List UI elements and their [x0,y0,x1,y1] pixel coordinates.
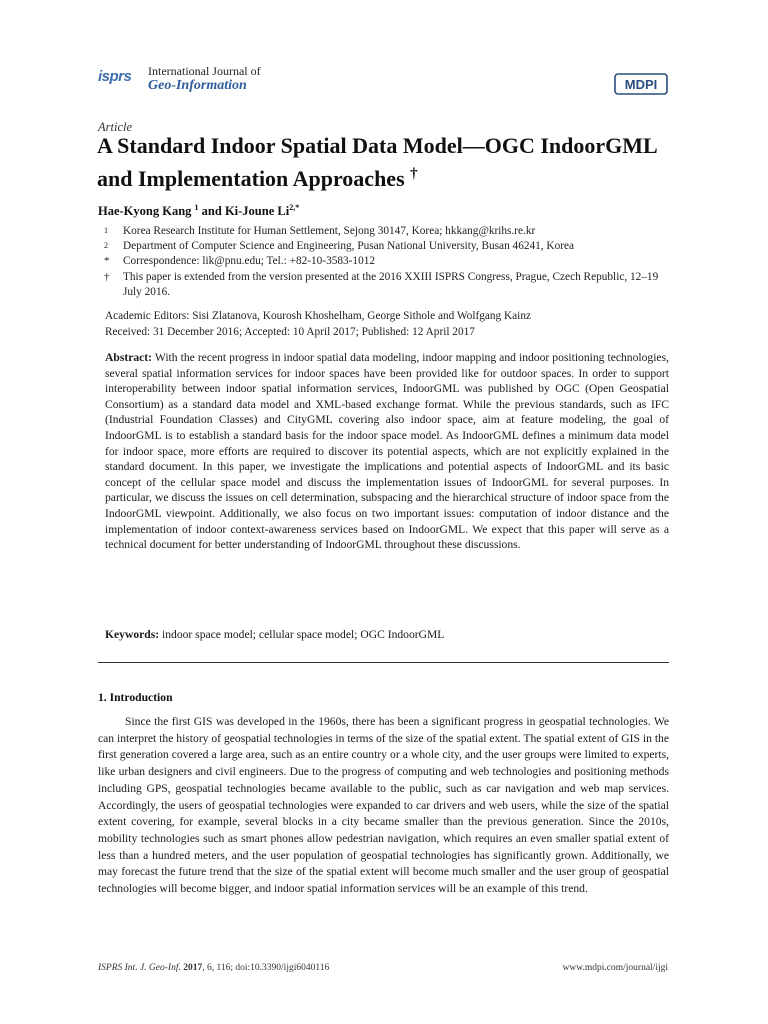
affiliation-mark: † [104,270,110,283]
affiliation-mark: * [104,255,110,268]
affiliation-item [104,254,664,269]
footer-journal-abbrev: ISPRS Int. J. Geo-Inf. [98,963,181,973]
article-title-text: A Standard Indoor Spatial Data Model—OGC IndoorGML and Implementation Approaches [97,133,657,191]
keywords-text: indoor space model; cellular space model; OGC IndoorGML [162,628,445,641]
academic-editors: Academic Editors: Sisi Zlatanova, Kourosh Khoshelham, George Sithole and Wolfgang Kainz [105,310,531,322]
author-list [98,203,299,219]
section-heading: 1. Introduction [98,691,173,704]
affiliation-item [104,239,664,254]
affiliation-text: Korea Research Institute for Human Settlement, Sejong 30147, Korea; hkkang@krihs.re.kr [123,225,536,237]
article-type: Article [98,120,133,134]
affiliation-mark: 1 [104,226,108,235]
author-affiliation-mark: 1 [194,203,199,212]
author-name: Ki-Joune Li [224,204,290,218]
affiliation-mark: 2 [104,241,108,251]
author-joiner: and [201,204,222,218]
conference-note-text: This paper is extended from the version presented at the 2016 XXIII ISPRS Congress, Prague, Czech Republic, 12–19 July 2016. [123,270,659,298]
introduction-paragraph: Since the first GIS was developed in the 1960s, there has been a significant progress in geospatial technologies. We can interpret the history of geospatial technologies in terms of the size of the spatial extent. The spatial extent of GIS in the first generation covered a large area, such as an entire country or a whole city, and the user groups were limited to experts, like urban designers and civil engineers. Due to the progress of computing and web technologies and positioning methods including GPS, geospatial technologies became available to the public, such as car navigation and web map services. Accordingly, the users of geospatial technologies were expanded to car drivers and web users, while the size of the spatial extent covering, for example, several blocks in a city became smaller than the previous generation. Since the 2010s, mobility technologies such as smart phones allow pedestrian navigation, which requires an even smaller spatial extent of less than a hundred meters, and the user population of geospatial technologies has significantly grown. Additionally, we may forecast the future trend that the size of the spatial extent will become much smaller and the user group of geospatial technologies will become bigger, and indoor spatial information services will be an example of this trend. [98,715,669,896]
affiliation-text: Department of Computer Science and Engineering, Pusan National University, Busan 46241, Korea [123,240,575,253]
isprs-logo-mark: isprs [98,68,132,85]
abstract-label: Abstract: [105,351,153,364]
keywords [105,628,669,641]
abstract-text: With the recent progress in indoor spatial data modeling, indoor mapping and indoor positioning technologies, several spatial information services for indoor spaces have been provided like for outdoor spaces. In order to support interoperability between indoor spatial information services, IndoorGML was published by OGC (Open Geospatial Consortium) as a standard data model and XML-based exchange format. While the previous standards, such as IFC (Industrial Foundation Classes) and CityGML covering also indoor space, aim at feature modeling, the goal of IndoorGML is to establish a standard basis for the indoor space model. As IndoorGML defines a minimum data model for indoor space, more efforts are required to discover its potential aspects, which are not explicitly explained in the standard document. In this paper, we investigate the implications and potential aspects of IndoorGML and its basic concept of the cellular space model and discuss the implementation issues of IndoorGML for several purposes. In particular, we discuss the issues on cell determination, subspacing and the hierarchical structure of indoor space from the IndoorGML viewpoint. Additionally, we also focus on two important issues: computation of indoor distance and the implementation of indoor context-awareness services based on IndoorGML. We expect that this paper will serve as a technical document for better understanding of IndoorGML throughout these discussions. [105,351,669,552]
author-affiliation-mark: 2,* [289,203,300,212]
publication-dates: Received: 31 December 2016; Accepted: 10 April 2017; Published: 12 April 2017 [105,325,475,338]
author-name: Hae-Kyong Kang [98,204,192,218]
affiliation-item [104,224,664,239]
editorial-info [105,309,531,340]
footer-year: 2017 [183,963,203,973]
footer-citation [98,963,329,973]
article-title [97,131,657,193]
journal-name-line2: Geo-Information [148,78,247,93]
mdpi-logo-text: MDPI [624,77,658,92]
affiliations [104,224,664,300]
mdpi-logo [614,72,668,96]
footer-citation-rest: , 6, 116; doi:10.3390/ijgi6040116 [202,963,330,973]
section-divider [98,662,669,663]
journal-name [148,64,261,94]
abstract [105,350,669,553]
journal-name-line1: International Journal of [148,64,261,78]
correspondence-text: Correspondence: lik@pnu.edu; Tel.: +82-10-3583-1012 [123,255,376,268]
footer-journal-url[interactable]: www.mdpi.com/journal/ijgi [562,963,668,973]
title-footnote-mark: † [410,166,418,182]
affiliation-item [104,270,664,300]
keywords-label: Keywords: [105,628,160,641]
